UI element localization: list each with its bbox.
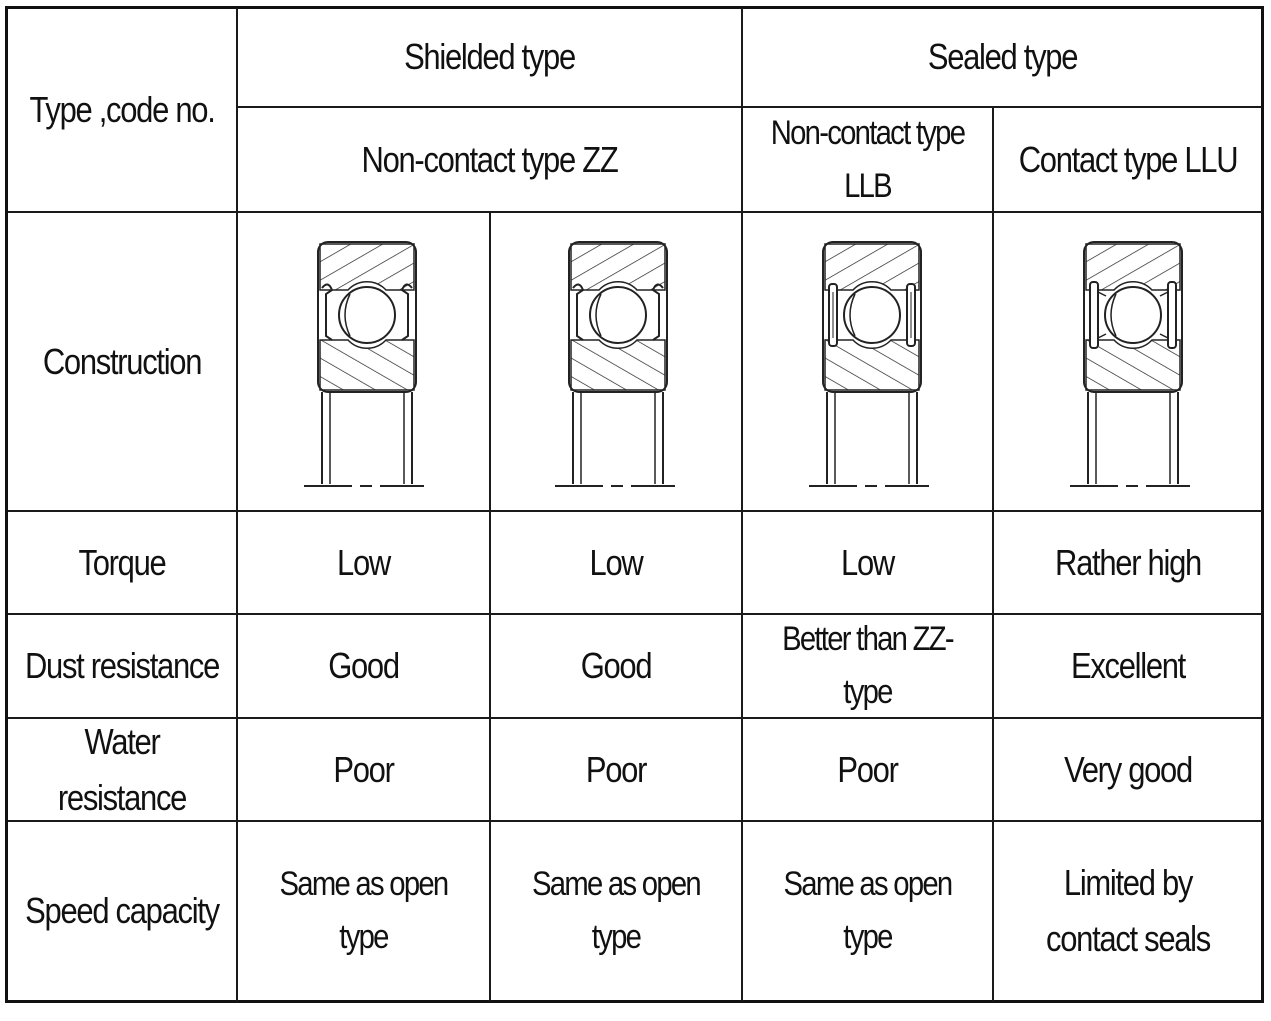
water-llu: Very good [1064,748,1192,790]
row-label-speed-capacity: Speed capacity [25,890,219,932]
header-sealed-type: Sealed type [927,36,1078,78]
water-llb: Poor [837,748,898,790]
header-non-contact-llb: Non-contact type LLB [770,113,965,205]
speed-llb: Same as open type [783,865,952,956]
bearing-drawing-zz-2 [551,236,679,492]
header-type-code: Type ,code no. [29,88,215,130]
water-zz-2: Poor [585,748,647,790]
header-shielded-type: Shielded type [404,36,575,78]
torque-llb: Low [841,541,894,583]
col-divider-1 [236,8,238,1001]
torque-zz-1: Low [337,541,390,583]
speed-llu: Limited by contact seals [1046,862,1210,959]
torque-llu: Rather high [1055,541,1201,583]
water-zz-1: Poor [333,748,394,790]
row-label-torque: Torque [78,541,166,583]
dust-zz-2: Good [580,645,652,687]
row-label-water-resistance: Water resistance [57,720,187,818]
col-divider-2 [741,8,743,1001]
row-label-construction: Construction [42,340,202,382]
speed-zz-2: Same as open type [532,865,700,956]
dust-llb: Better than ZZ-type [782,620,953,711]
header-contact-llu: Contact type LLU [1018,138,1238,180]
header-non-contact-zz: Non-contact type ZZ [361,138,618,180]
col-divider-3 [489,212,491,1001]
col-divider-4 [992,108,994,1001]
row-label-dust-resistance: Dust resistance [24,645,220,687]
speed-zz-1: Same as open type [279,865,448,956]
dust-llu: Excellent [1070,645,1186,687]
bearing-drawing-zz-1 [300,236,428,492]
torque-zz-2: Low [589,541,643,583]
bearing-drawing-llu [1066,236,1194,492]
bearing-drawing-llb [805,236,933,492]
dust-zz-1: Good [328,645,399,687]
